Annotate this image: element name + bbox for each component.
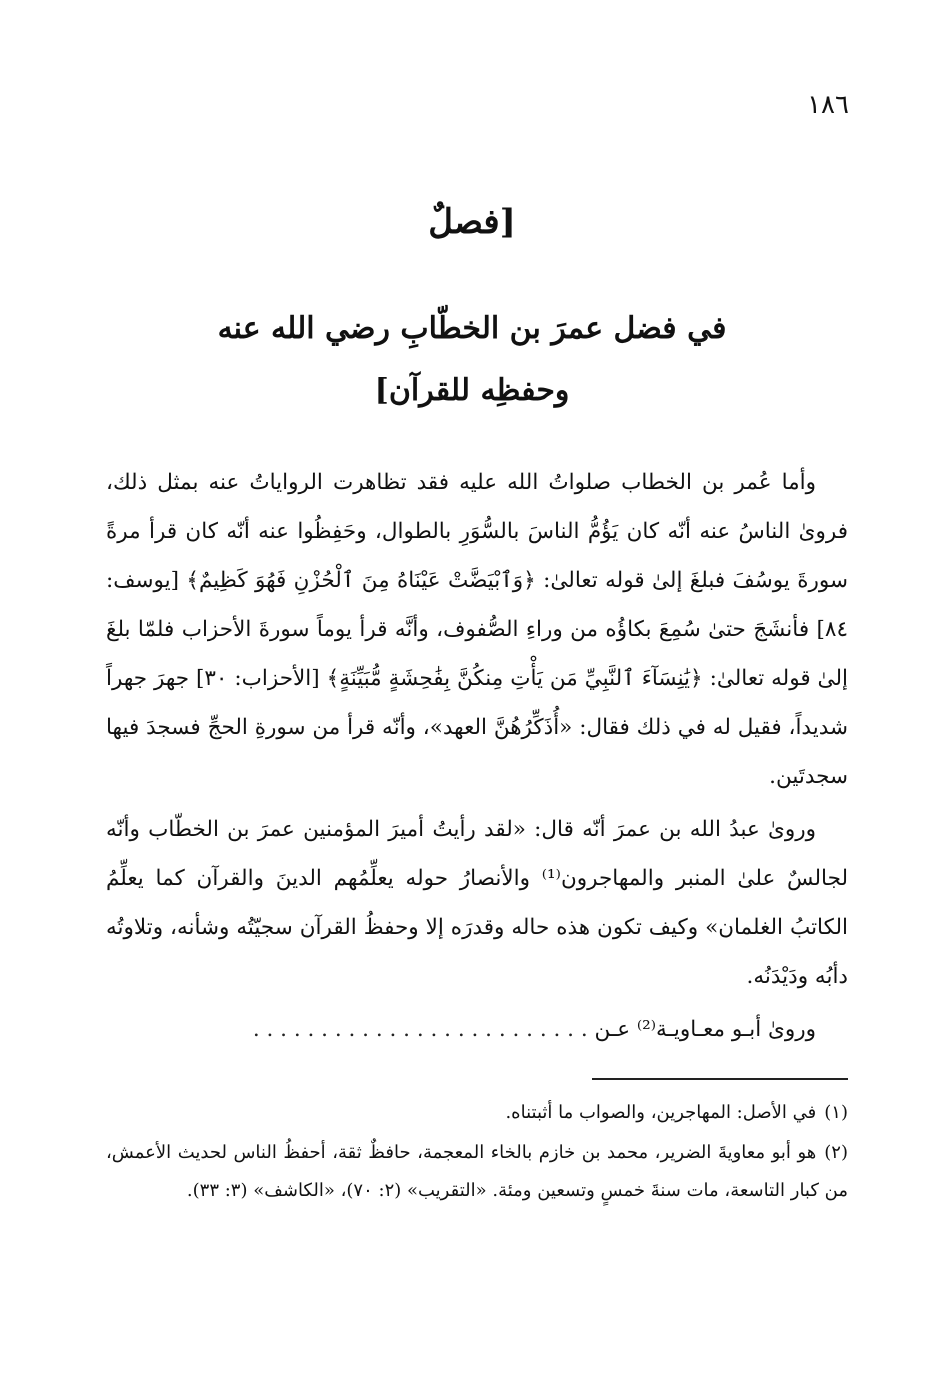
footnote-1 [106, 1094, 848, 1132]
footnote-number: (٢) [824, 1142, 848, 1163]
section-heading: [فصلٌ [428, 202, 516, 242]
section-title-line-1: في فضل عمرَ بن الخطّابِ رضي الله عنه [217, 311, 727, 346]
paragraph-3-text: وروىٰ أبـو معـاويـة⁽²⁾ عـن [594, 1017, 816, 1042]
section-title-line-2: وحفظِه للقرآن] [374, 373, 570, 408]
ellipsis-dots: . . . . . . . . . . . . . . . . . . . . . . . . . [252, 1017, 588, 1042]
footnote-number: (١) [824, 1102, 848, 1123]
footnotes [106, 1094, 848, 1212]
paragraph-3 [106, 1005, 848, 1054]
page-number: ١٨٦ [807, 90, 849, 120]
footnote-2 [106, 1134, 848, 1210]
paragraph-1: وأما عُمر بن الخطاب صلواتُ الله عليه فقد تظاهرت الرواياتُ عنه بمثل ذلك، فرویٰ الناسُ عنه أنّه كان يَؤُمُّ الناسَ بالسُّوَرِ بالطوال، وحَفِظُوا عنه أنّه كان قرأ مرةً سورةَ يوسُفَ فبلغَ إلىٰ قوله تعالىٰ: ﴿وَٱبْيَضَّتْ عَيْنَاهُ مِنَ ٱلْحُزْنِ فَهُوَ كَظِيمٌ﴾ [يوسف: ٨٤] فأنشَجَ حتىٰ سُمِعَ بكاؤُه من وراءِ الصُّفوف، وأنَّه قرأ يوماً سورةَ الأحزاب فلمّا بلغَ إلىٰ قوله تعالىٰ: ﴿يَٰنِسَآءَ ٱلنَّبِيِّ مَن يَأْتِ مِنكُنَّ بِفَٰحِشَةٍ مُّبَيِّنَةٍ﴾ [الأحزاب: ٣٠] جهرَ جهراً شديداً، فقيل له في ذلك فقال: «أُذَكِّرُهُنَّ العهد»، وأنّه قرأ من سورةِ الحجِّ فسجدَ فيها سجدتَين. [106, 470, 848, 789]
paragraph-2: وروىٰ عبدُ الله بن عمرَ أنّه قال: «لقد رأيتُ أميرَ المؤمنين عمرَ بن الخطّاب وأنّه لجالسٌ علىٰ المنبر والمهاجرون⁽¹⁾ والأنصارُ حوله يعلِّمُهم الدينَ والقرآن كما يعلِّمُ الكاتبُ الغلمان» وكيف تكون هذه حاله وقدرَه إلا وحفظُ القرآن سجيّتُه وشأنه، وتلاوتُه دأبُه ودَيْدَنُه. [106, 817, 848, 989]
body-text [106, 458, 848, 1058]
footnote-divider [592, 1078, 848, 1080]
section-title [100, 298, 844, 422]
footnote-text: هو أبو معاويةَ الضرير، محمد بن خازم بالخاء المعجمة، حافظٌ ثقة، أحفظُ الناس لحديث الأعمش، من كبار التاسعة، مات سنةَ خمسٍ وتسعين ومئة. «التقريب» (٢: ٧٠)، «الكاشف» (٣: ٣٣). [106, 1142, 848, 1201]
footnote-text: في الأصل: المهاجرين، والصواب ما أثبتناه. [505, 1102, 817, 1123]
